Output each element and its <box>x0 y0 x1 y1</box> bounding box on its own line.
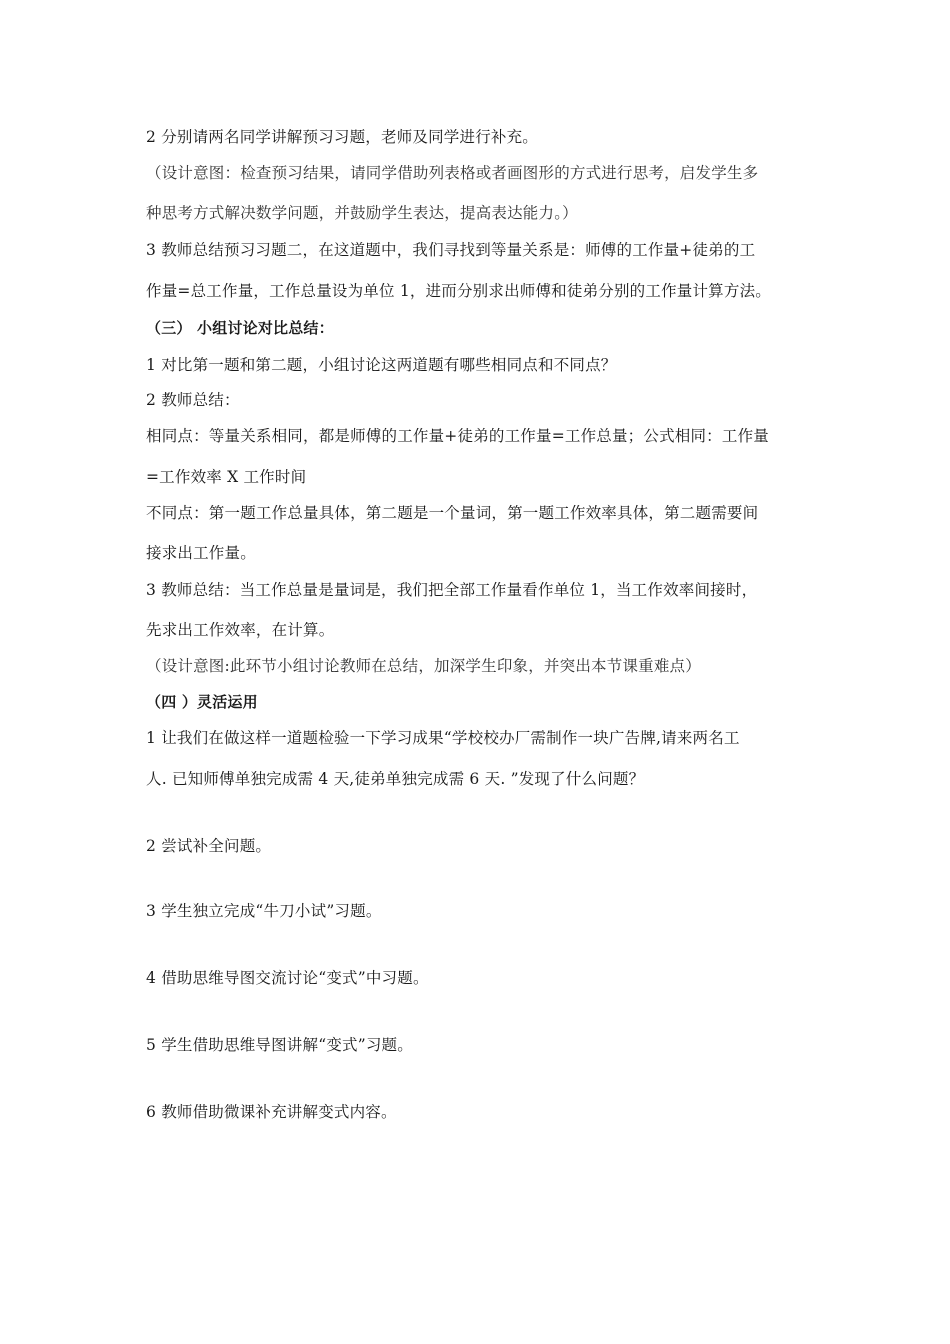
paragraph-line: 作量=总工作量，工作总量设为单位 1，进而分别求出师傅和徒弟分别的工作量计算方法。 <box>146 282 771 300</box>
list-item: 2 尝试补全问题。 <box>146 837 272 855</box>
list-item: 4 借助思维导图交流讨论“变式”中习题。 <box>146 969 429 987</box>
paragraph-line: 3 教师总结预习习题二，在这道题中，我们寻找到等量关系是：师傅的工作量+徒弟的工 <box>146 241 756 259</box>
list-item: 6 教师借助微课补充讲解变式内容。 <box>146 1103 397 1121</box>
paragraph-line: 2 教师总结： <box>146 391 240 409</box>
paragraph-line: 1 对比第一题和第二题，小组讨论这两道题有哪些相同点和不同点？ <box>146 356 617 374</box>
paragraph-line: 相同点：等量关系相同，都是师傅的工作量+徒弟的工作量=工作总量；公式相同：工作量 <box>146 427 769 445</box>
paragraph-line: 2 分别请两名同学讲解预习习题，老师及同学进行补充。 <box>146 128 538 146</box>
paragraph-line: 不同点：第一题工作总量具体，第二题是一个量词，第一题工作效率具体，第二题需要间 <box>146 504 759 522</box>
paragraph-line: 1 让我们在做这样一道题检验一下学习成果“学校校办厂需制作一块广告牌,请来两名工 <box>146 729 740 747</box>
section-heading: （四 ）灵活运用 <box>146 693 258 711</box>
paragraph-line: 接求出工作量。 <box>146 544 256 562</box>
paragraph-line: 3 教师总结：当工作总量是量词是，我们把全部工作量看作单位 1，当工作效率间接时， <box>146 581 758 599</box>
section-heading: （三） 小组讨论对比总结： <box>146 319 334 337</box>
paragraph-line: 先求出工作效率，在计算。 <box>146 621 335 639</box>
design-intent-line: 种思考方式解决数学问题，并鼓励学生表达，提高表达能力。） <box>146 204 578 222</box>
design-intent-line: （设计意图：检查预习结果，请同学借助列表格或者画图形的方式进行思考，启发学生多 <box>146 164 759 182</box>
design-intent-line: （设计意图:此环节小组讨论教师在总结，加深学生印象，并突出本节课重难点） <box>146 657 701 675</box>
list-item: 5 学生借助思维导图讲解“变式”习题。 <box>146 1036 413 1054</box>
paragraph-line: 人. 已知师傅单独完成需 4 天,徒弟单独完成需 6 天. ”发现了什么问题？ <box>146 770 645 788</box>
list-item: 3 学生独立完成“牛刀小试”习题。 <box>146 902 382 920</box>
paragraph-line: =工作效率 X 工作时间 <box>146 468 307 486</box>
